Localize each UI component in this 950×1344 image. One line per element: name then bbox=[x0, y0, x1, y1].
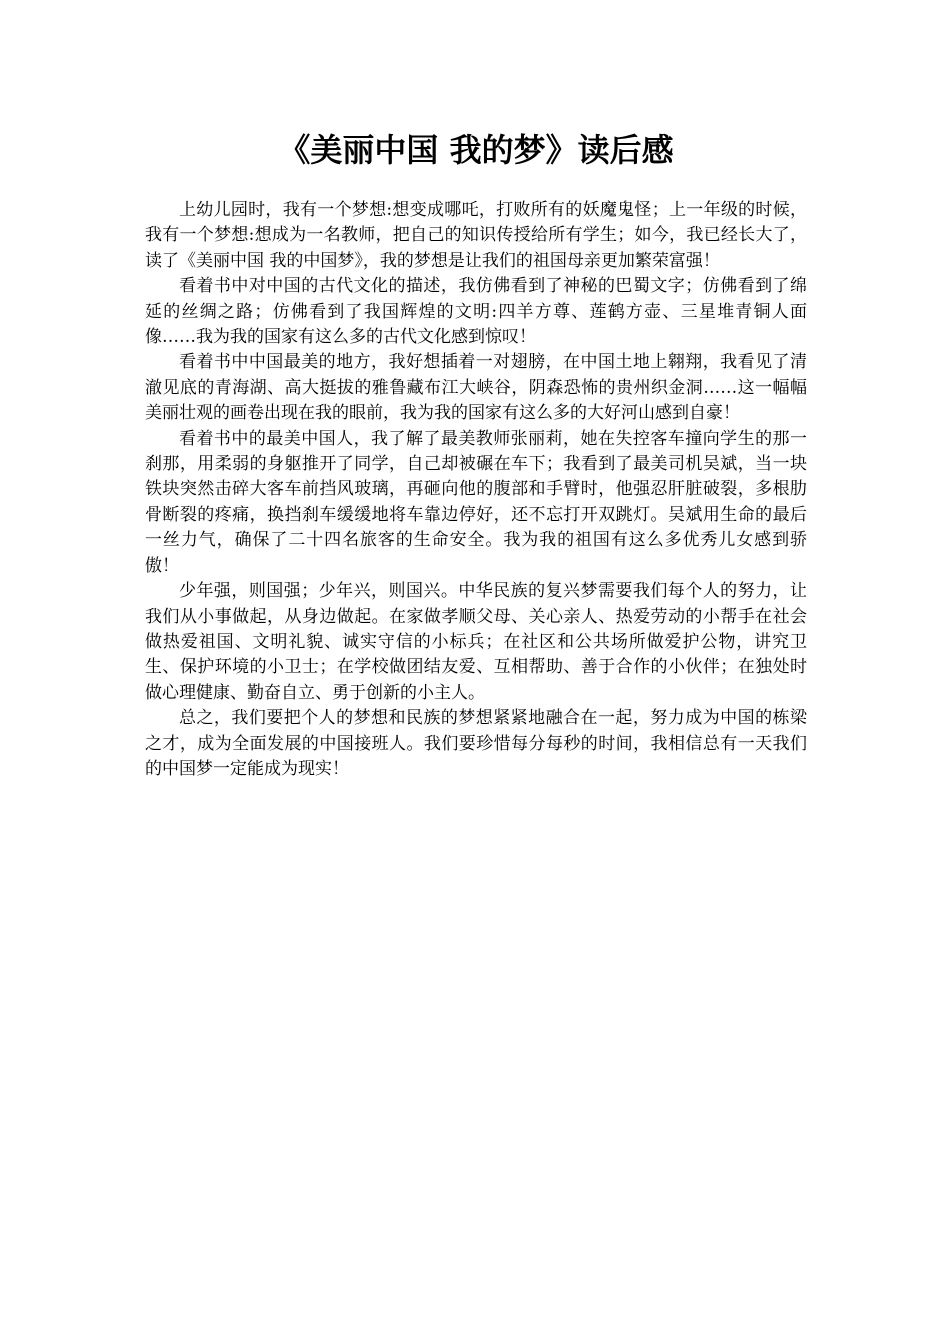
paragraph-6: 总之，我们要把个人的梦想和民族的梦想紧紧地融合在一起，努力成为中国的栋梁之才，成为全面发展的中国接班人。我们要珍惜每分每秒的时间，我相信总有一天我们的中国梦一定能成为现实！ bbox=[145, 708, 807, 779]
paragraph-1: 上幼儿园时，我有一个梦想:想变成哪吒，打败所有的妖魔鬼怪；上一年级的时候，我有一个梦想:想成为一名教师，把自己的知识传授给所有学生；如今，我已经长大了，读了《美丽中国 我的中国梦》，我的梦想是让我们的祖国母亲更加繁荣富强！ bbox=[145, 200, 807, 271]
document-title: 《美丽中国 我的梦》读后感 bbox=[278, 131, 674, 169]
paragraph-4: 看着书中的最美中国人，我了解了最美教师张丽莉，她在失控客车撞向学生的那一刹那，用柔弱的身躯推开了同学，自己却被碾在车下；我看到了最美司机吴斌，当一块铁块突然击碎大客车前挡风玻璃，再砸向他的腹部和手臂时，他强忍肝脏破裂，多根肋骨断裂的疼痛，换挡刹车缓缓地将车靠边停好，还不忘打开双跳灯。吴斌用生命的最后一丝力气，确保了二十四名旅客的生命安全。我为我的祖国有这么多优秀儿女感到骄傲！ bbox=[145, 428, 807, 576]
paragraph-2: 看着书中对中国的古代文化的描述，我仿佛看到了神秘的巴蜀文字；仿佛看到了绵延的丝绸之路；仿佛看到了我国辉煌的文明:四羊方尊、莲鹤方壶、三星堆青铜人面像……我为我的国家有这么多的古代文化感到惊叹！ bbox=[145, 276, 807, 348]
document-body bbox=[145, 198, 807, 782]
paragraph-5: 少年强，则国强；少年兴，则国兴。中华民族的复兴梦需要我们每个人的努力，让我们从小事做起，从身边做起。在家做孝顺父母、关心亲人、热爱劳动的小帮手在社会做热爱祖国、文明礼貌、诚实守信的小标兵；在社区和公共场所做爱护公物，讲究卫生、保护环境的小卫士；在学校做团结友爱、互相帮助、善于合作的小伙伴；在独处时做心理健康、勤奋自立、勇于创新的小主人。 bbox=[145, 581, 807, 703]
paragraph-3: 看着书中中国最美的地方，我好想插着一对翅膀，在中国土地上翱翔，我看见了清澈见底的青海湖、高大挺拔的雅鲁藏布江大峡谷，阴森恐怖的贵州织金洞……这一幅幅美丽壮观的画卷出现在我的眼前，我为我的国家有这么多的大好河山感到自豪！ bbox=[145, 352, 807, 424]
